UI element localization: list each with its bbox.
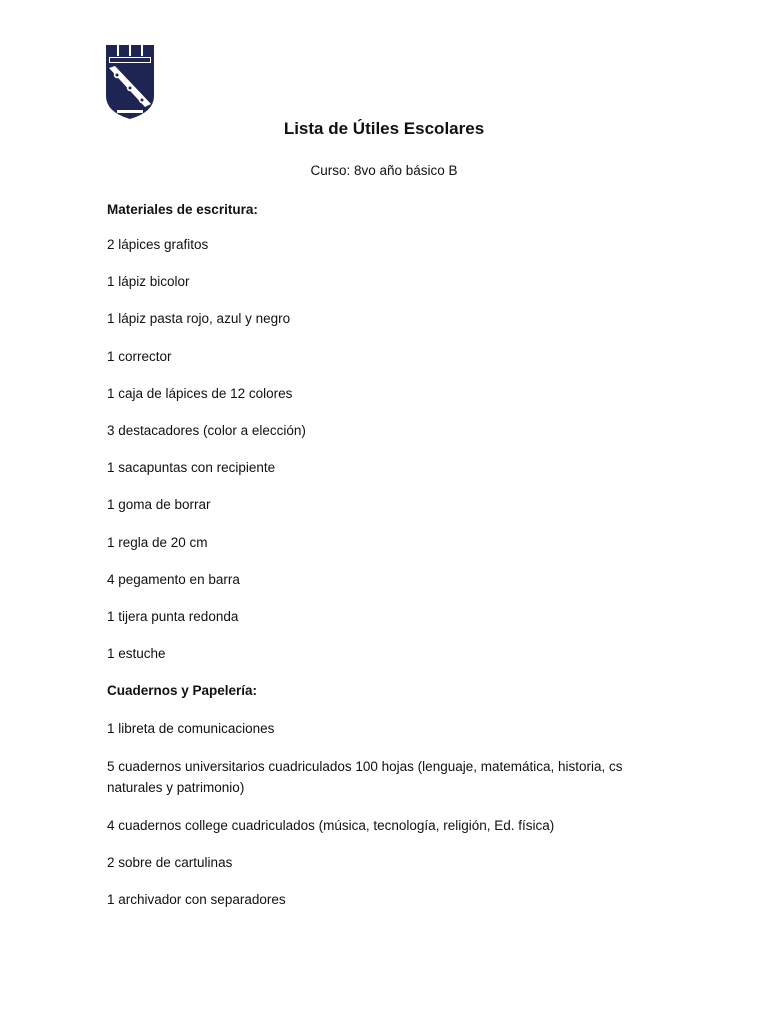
section-heading-writing: Materiales de escritura: — [107, 202, 258, 217]
school-crest-logo — [105, 44, 155, 120]
list-item: 4 pegamento en barra — [107, 572, 240, 587]
list-item: 1 corrector — [107, 349, 172, 364]
list-item: 1 tijera punta redonda — [107, 609, 239, 624]
list-item: 1 estuche — [107, 646, 166, 661]
list-item: 4 cuadernos college cuadriculados (música, tecnología, religión, Ed. física) — [107, 818, 555, 833]
list-item: 1 lápiz bicolor — [107, 274, 190, 289]
list-item: 3 destacadores (color a elección) — [107, 423, 306, 438]
course-label: Curso: 8vo año básico B — [310, 163, 458, 178]
list-item: 2 lápices grafitos — [107, 237, 209, 252]
document-title: Lista de Útiles Escolares — [283, 119, 485, 138]
list-item: 1 goma de borrar — [107, 497, 211, 512]
list-item: 1 regla de 20 cm — [107, 535, 208, 550]
list-item: 1 libreta de comunicaciones — [107, 721, 275, 736]
list-item: 5 cuadernos universitarios cuadriculados 100 hojas (lenguaje, matemática, historia, cs naturales y patrimonio) — [107, 759, 623, 795]
list-item: 2 sobre de cartulinas — [107, 855, 233, 870]
list-item: 1 lápiz pasta rojo, azul y negro — [107, 311, 291, 326]
section-heading-notebooks: Cuadernos y Papelería: — [107, 683, 258, 698]
list-item: 1 caja de lápices de 12 colores — [107, 386, 293, 401]
list-item: 1 sacapuntas con recipiente — [107, 460, 276, 475]
list-item: 1 archivador con separadores — [107, 892, 286, 907]
